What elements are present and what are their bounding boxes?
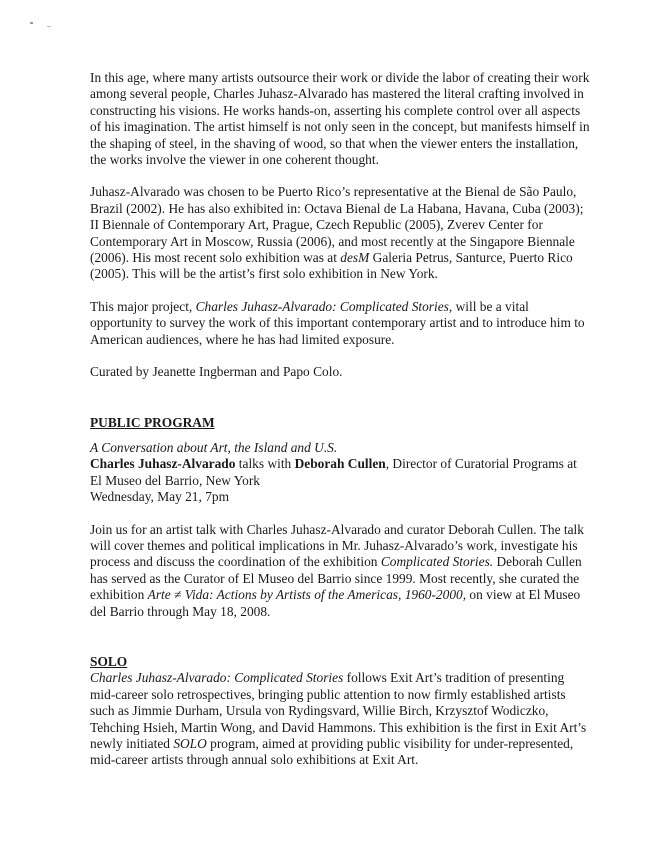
- exhibition-title-italic: Complicated Stories.: [380, 554, 494, 570]
- event-title-italic: A Conversation about Art, the Island and U.S.: [90, 439, 338, 455]
- event-speakers: [90, 456, 590, 489]
- gallery-name-italic: desM: [340, 250, 370, 266]
- speaker-name: Charles Juhasz-Alvarado: [90, 456, 236, 472]
- program-name-italic: SOLO: [173, 736, 207, 751]
- text-run: Juhasz-Alvarado was chosen to be Puerto Rico’s representative at the Bienal de São Paulo, Brazil (2002). He has also exhibited in: Octava Bienal de La Habana, Havana, Cuba (2003); II Biennale of Contemporary Art, Prague, Czech Republic (2005), Zverev Center for Contemporary Art in Moscow, Russia (2006), and most recently at the Singapore Biennale (2006). His most recent solo exhibition was at: [90, 184, 584, 266]
- text-run: Join us for an artist talk with Charles Juhasz-Alvarado and curator Deborah Cullen. The talk will cover themes and political implications in Mr. Juhasz-Alvarado’s work, investigate his process and discuss the coordination of the exhibition: [90, 521, 584, 570]
- text-run: program, aimed at providing public visibility for under-represented, mid-career artists through annual solo exhibitions at Exit Art.: [90, 736, 574, 768]
- event-date: Wednesday, May 21, 7pm: [90, 489, 229, 505]
- curators-line: Curated by Jeanette Ingberman and Papo Colo.: [90, 364, 343, 380]
- text-run: Deborah Cullen has served as the Curator of El Museo del Barrio since 1999. Most recently, she curated the exhibition: [90, 554, 582, 603]
- exhibition-title-italic: Arte ≠ Vida: Actions by Artists of the Americas, 1960-2000,: [147, 587, 467, 603]
- scan-speck: [30, 22, 33, 24]
- text-run: on view at El Museo del Barrio through May 18, 2008.: [90, 587, 581, 619]
- text-run: talks with: [235, 456, 295, 472]
- event-description: [90, 522, 590, 620]
- solo-heading: SOLO: [90, 653, 128, 669]
- exhibition-title-italic: Charles Juhasz-Alvarado: Complicated Stories: [90, 670, 344, 686]
- text-run: , will be a vital opportunity to survey the work of this important contemporary artist and to introduce him to American audiences, where he has had limited exposure.: [90, 298, 585, 347]
- scan-speck: [47, 26, 51, 27]
- text-run: Galeria Petrus, Santurce, Puerto Rico (2005). This will be the artist’s first solo exhibition in New York.: [90, 250, 573, 282]
- public-program-heading: PUBLIC PROGRAM: [90, 414, 215, 430]
- speaker-name: Deborah Cullen: [294, 456, 386, 472]
- intro-paragraph: In this age, where many artists outsource their work or divide the labor of creating their work among several people, Charles Juhasz-Alvarado has mastered the literal crafting involved in constructing his visions. He works hands-on, asserting his complete control over all aspects of his imagination. The artist himself is not only seen in the concept, but manifests himself in the shaping of steel, in the shaving of wood, so that when the viewer enters the installation, the works involve the viewer in one coherent thought.: [90, 70, 590, 168]
- text-run: follows Exit Art’s tradition of presenting mid-career solo retrospectives, bringing public attention to now firmly established artists such as Jimmie Durham, Ursula von Rydingsvard, Willie Birch, Krzysztof Wodiczko, Tehching Hsieh, Martin Wong, and David Hammons. This exhibition is the first in Exit Art’s newly initiated: [90, 670, 587, 751]
- event-title: [90, 440, 590, 456]
- text-run: This major project,: [90, 298, 196, 314]
- speaker-role: , Director of Curatorial Programs at El Museo del Barrio, New York: [90, 456, 577, 488]
- exhibition-history-paragraph: [90, 184, 590, 282]
- document-page: [90, 70, 590, 785]
- solo-paragraph: [90, 670, 590, 768]
- exhibition-title-italic: Charles Juhasz-Alvarado: Complicated Stories: [195, 298, 449, 314]
- project-paragraph: [90, 299, 590, 348]
- public-program-section: [90, 415, 590, 620]
- solo-section: [90, 654, 590, 769]
